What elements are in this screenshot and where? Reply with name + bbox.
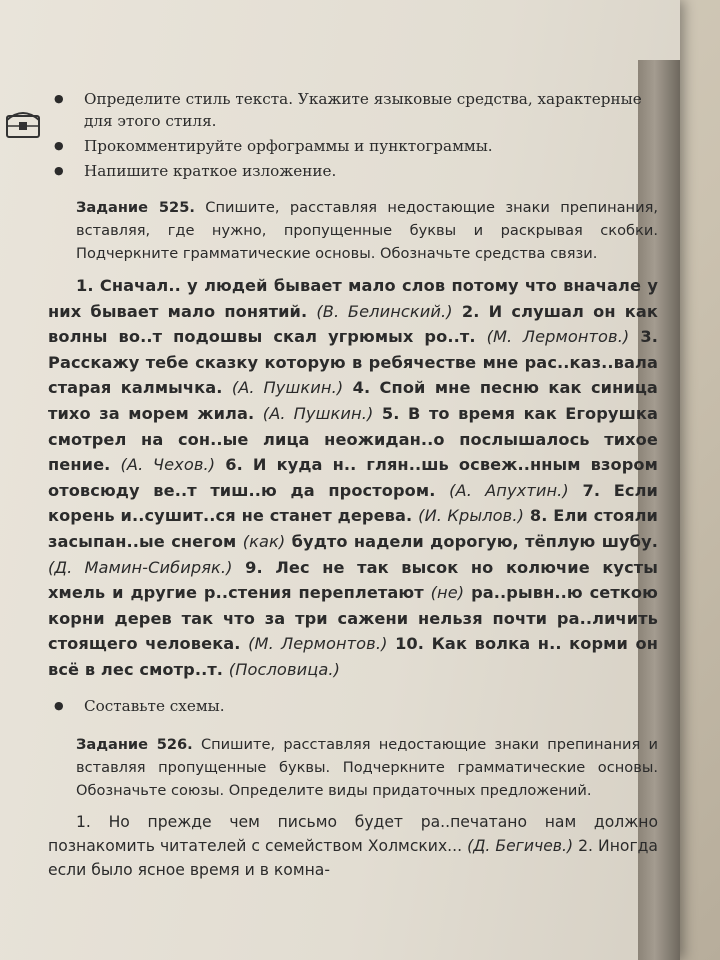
sentence-8-end: будто надели дорогую, тёплую шубу.: [291, 531, 658, 551]
sentence-5: 5. В то время как Егорушка смотрел на сон..ые лица неожидан..о послышалось тихое пение.: [48, 403, 658, 475]
author-9: (М. Лермонтов.): [248, 634, 388, 654]
ex526-sentence-2: 2. Иногда если было ясное время и в комна-: [48, 836, 658, 879]
author-4: (А. Пушкин.): [262, 403, 374, 423]
task-525-label: Задание 525.: [76, 199, 195, 216]
author-10: (Пословица.): [228, 659, 340, 679]
author-6: (А. Апухтин.): [449, 480, 569, 500]
sentence-9-end: ра..рывн..ю сеткою корни дерев так что за три сажени нельзя почти ра..личить стоящего человека.: [48, 583, 658, 654]
sentence-7: 7. Если корень и..сушит..ся не станет дерева.: [48, 480, 658, 526]
author-7: (И. Крылов.): [418, 506, 524, 526]
ex526-sentence-1: 1. Но прежде чем письмо будет ра..печатано нам должно познакомить читателей с семейством Холмских...: [48, 812, 658, 855]
task-525-instructions: [48, 196, 658, 265]
sentence-6: 6. И куда н.. глян..шь освеж..нным взором отовсюду ве..т тиш..ю да простором.: [48, 455, 658, 500]
task-525-text: Спишите, расставляя недостающие знаки препинания, вставляя, где нужно, пропущенные буквы и раскрывая скобки. Подчеркните грамматические основы. Обозначьте средства связи.: [76, 199, 658, 262]
sentence-1: 1. Сначал.. у людей бывает мало слов потому что вначале у них бывает мало понятий.: [48, 276, 658, 321]
exercise-525-text: [48, 273, 658, 683]
page-content: [48, 88, 658, 882]
schemes-bullet-list: [48, 695, 658, 717]
ex526-author-1: (Д. Бегичев.): [467, 836, 574, 855]
task-526-instructions: [48, 733, 658, 802]
author-2: (М. Лермонтов.): [486, 327, 630, 347]
author-1: (В. Белинский.): [316, 301, 453, 321]
author-5: (А. Чехов.): [120, 455, 216, 475]
sentence-3: 3. Расскажу тебе сказку которую в ребячестве мне рас..каз..вала старая калмычка.: [48, 327, 658, 398]
sentence-9-start: 9. Лес не так высок но колючие кусты хмель и другие р..стения переплетают: [48, 557, 658, 603]
bullet-orthograms: ● Прокомментируйте орфограммы и пунктограммы.: [48, 135, 658, 157]
author-3: (А. Пушкин.): [231, 378, 344, 398]
exercise-526-text: [48, 810, 658, 882]
author-8: (Д. Мамин-Сибиряк.): [48, 557, 233, 577]
sentence-8-bracket: (как): [242, 531, 286, 551]
assignment-bullets: [48, 88, 658, 182]
bullet-summary: ● Напишите краткое изложение.: [48, 160, 658, 182]
task-526-text: Спишите, расставляя недостающие знаки препинания и вставляя пропущенные буквы. Подчеркните грамматические основы. Обозначьте союзы. Определите виды придаточных предложений.: [76, 735, 658, 799]
sentence-2: 2. И слушал он как волны во..т подошвы скал угрюмых ро..т.: [48, 301, 658, 347]
sentence-8-start: 8. Ели стояли засыпан..ые снегом: [48, 506, 658, 551]
bullet-schemes: ● Составьте схемы.: [48, 695, 658, 717]
bullet-style: ● Определите стиль текста. Укажите языковые средства, характерные для этого стиля.: [48, 88, 658, 132]
task-526-label: Задание 526.: [76, 735, 193, 753]
treasure-chest-icon: [4, 106, 42, 140]
sentence-4: 4. Спой мне песню как синица тихо за морем жила.: [48, 378, 658, 423]
sentence-10: 10. Как волка н.. корми он всё в лес смотр..т.: [48, 634, 658, 679]
sentence-9-bracket: (не): [430, 583, 465, 603]
